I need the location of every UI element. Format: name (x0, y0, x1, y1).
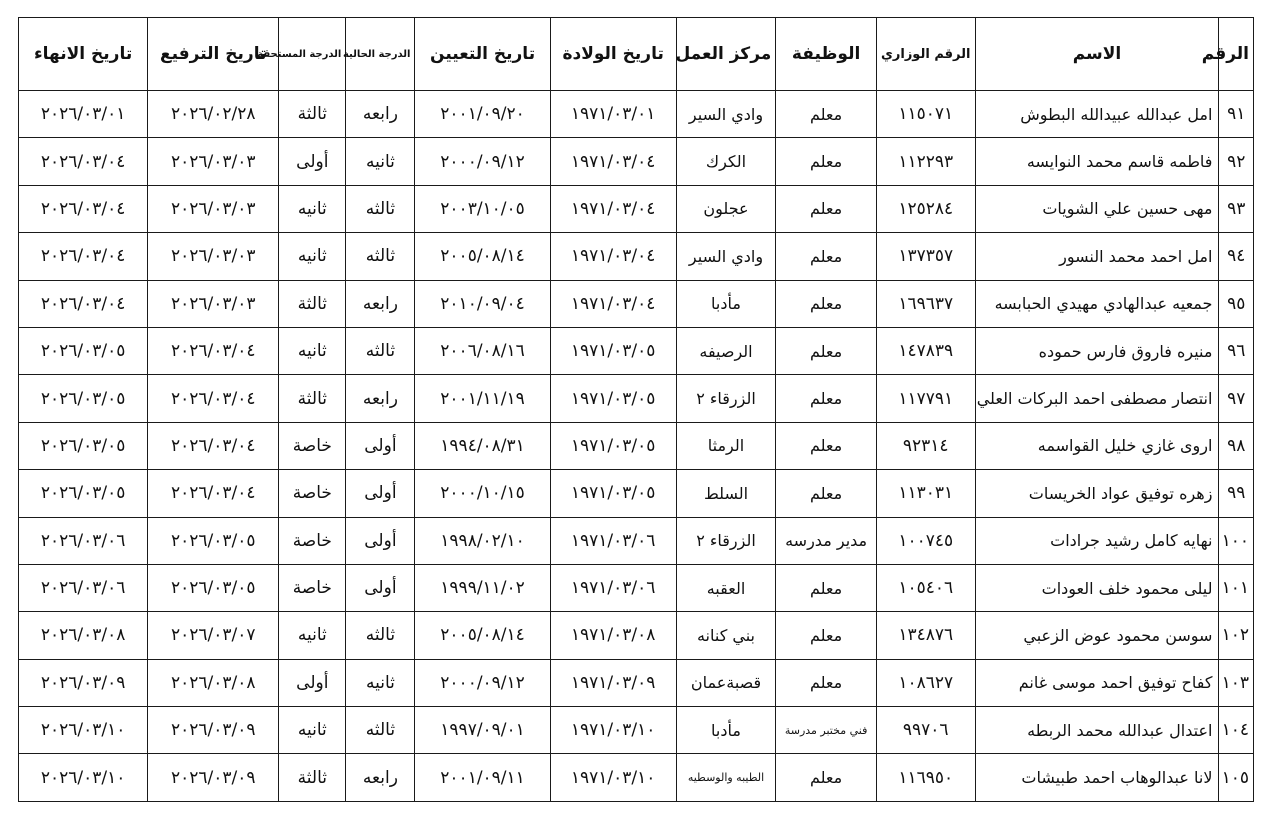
cell-name: سوسن محمود عوض الزعبي (975, 612, 1219, 659)
cell-current-grade: أولى (346, 422, 415, 469)
cell-workplace: مأدبا (676, 707, 776, 754)
table-row (19, 754, 1254, 802)
cell-due-grade: خاصة (279, 517, 346, 564)
cell-ministry-no: ٩٢٣١٤ (876, 422, 975, 469)
cell-appointment-date: ٢٠٠١/٠٩/٢٠ (415, 91, 550, 138)
cell-current-grade: ثانيه (346, 659, 415, 706)
cell-promotion-date: ٢٠٢٦/٠٣/٠٧ (148, 612, 279, 659)
cell-due-grade: ثالثة (279, 754, 346, 802)
cell-end-date: ٢٠٢٦/٠٣/٠٤ (19, 185, 148, 232)
cell-no: ٩٥ (1219, 280, 1254, 327)
cell-workplace: الرمثا (676, 422, 776, 469)
cell-workplace: السلط (676, 470, 776, 517)
cell-end-date: ٢٠٢٦/٠٣/٠٦ (19, 564, 148, 611)
cell-ministry-no: ١١٥٠٧١ (876, 91, 975, 138)
cell-no: ١٠٠ (1219, 517, 1254, 564)
cell-workplace: عجلون (676, 185, 776, 232)
table-row (19, 327, 1254, 374)
cell-name: اعتدال عبدالله محمد الربطه (975, 707, 1219, 754)
cell-name: زهره توفيق عواد الخريسات (975, 470, 1219, 517)
table-row (19, 517, 1254, 564)
cell-end-date: ٢٠٢٦/٠٣/٠٩ (19, 659, 148, 706)
cell-promotion-date: ٢٠٢٦/٠٣/٠٩ (148, 754, 279, 802)
cell-due-grade: خاصة (279, 470, 346, 517)
cell-current-grade: ثالثه (346, 185, 415, 232)
cell-name: جمعيه عبدالهادي مهيدي الحبابسه (975, 280, 1219, 327)
cell-appointment-date: ٢٠٠٠/٠٩/١٢ (415, 659, 550, 706)
cell-job: مدير مدرسه (776, 517, 877, 564)
cell-end-date: ٢٠٢٦/٠٣/٠٦ (19, 517, 148, 564)
cell-due-grade: ثالثة (279, 91, 346, 138)
cell-workplace: مأدبا (676, 280, 776, 327)
cell-ministry-no: ١٦٩٦٣٧ (876, 280, 975, 327)
cell-current-grade: ثالثه (346, 327, 415, 374)
cell-due-grade: ثانيه (279, 233, 346, 280)
cell-current-grade: أولى (346, 517, 415, 564)
cell-due-grade: ثانيه (279, 612, 346, 659)
cell-workplace: وادي السير (676, 233, 776, 280)
cell-birth-date: ١٩٧١/٠٣/٠١ (550, 91, 676, 138)
cell-due-grade: ثانيه (279, 707, 346, 754)
employees-table (18, 17, 1254, 802)
cell-appointment-date: ٢٠٠١/٠٩/١١ (415, 754, 550, 802)
cell-workplace: العقبه (676, 564, 776, 611)
header-current-grade: الدرجة الحالية (346, 18, 415, 91)
cell-birth-date: ١٩٧١/٠٣/٠٤ (550, 185, 676, 232)
cell-workplace: الزرقاء ٢ (676, 375, 776, 422)
cell-no: ٩٣ (1219, 185, 1254, 232)
cell-ministry-no: ١٤٧٨٣٩ (876, 327, 975, 374)
cell-no: ١٠٣ (1219, 659, 1254, 706)
cell-birth-date: ١٩٧١/٠٣/٠٩ (550, 659, 676, 706)
cell-appointment-date: ٢٠١٠/٠٩/٠٤ (415, 280, 550, 327)
cell-ministry-no: ١٠٨٦٢٧ (876, 659, 975, 706)
cell-due-grade: ثانيه (279, 185, 346, 232)
cell-job: معلم (776, 470, 877, 517)
cell-ministry-no: ١٢٥٢٨٤ (876, 185, 975, 232)
cell-current-grade: ثالثه (346, 707, 415, 754)
table-row (19, 185, 1254, 232)
cell-promotion-date: ٢٠٢٦/٠٣/٠٥ (148, 517, 279, 564)
table-row (19, 138, 1254, 185)
cell-job: معلم (776, 327, 877, 374)
cell-workplace: بني كنانه (676, 612, 776, 659)
cell-job: معلم (776, 375, 877, 422)
cell-promotion-date: ٢٠٢٦/٠٣/٠٣ (148, 185, 279, 232)
cell-name: مهى حسين علي الشويات (975, 185, 1219, 232)
cell-no: ١٠٥ (1219, 754, 1254, 802)
header-end-date: تاريخ الانهاء (19, 18, 148, 91)
cell-birth-date: ١٩٧١/٠٣/٠٤ (550, 138, 676, 185)
header-appointment-date: تاريخ التعيين (415, 18, 550, 91)
cell-appointment-date: ٢٠٠٠/٠٩/١٢ (415, 138, 550, 185)
cell-job: معلم (776, 612, 877, 659)
cell-appointment-date: ١٩٩٨/٠٢/١٠ (415, 517, 550, 564)
cell-workplace: قصبةعمان (676, 659, 776, 706)
cell-ministry-no: ١٠٠٧٤٥ (876, 517, 975, 564)
cell-current-grade: رابعه (346, 280, 415, 327)
cell-end-date: ٢٠٢٦/٠٣/٠١ (19, 91, 148, 138)
cell-workplace: الطيبه والوسطيه (676, 754, 776, 802)
cell-promotion-date: ٢٠٢٦/٠٣/٠٣ (148, 233, 279, 280)
header-birth-date: تاريخ الولادة (550, 18, 676, 91)
cell-job: معلم (776, 564, 877, 611)
cell-ministry-no: ٩٩٧٠٦ (876, 707, 975, 754)
cell-promotion-date: ٢٠٢٦/٠٣/٠٩ (148, 707, 279, 754)
cell-promotion-date: ٢٠٢٦/٠٣/٠٣ (148, 138, 279, 185)
cell-promotion-date: ٢٠٢٦/٠٣/٠٤ (148, 375, 279, 422)
cell-birth-date: ١٩٧١/٠٣/٠٥ (550, 470, 676, 517)
promotion-table-sheet (18, 17, 1254, 802)
cell-ministry-no: ١١٣٠٣١ (876, 470, 975, 517)
cell-due-grade: أولى (279, 138, 346, 185)
cell-end-date: ٢٠٢٦/٠٣/١٠ (19, 754, 148, 802)
cell-job: معلم (776, 422, 877, 469)
cell-name: فاطمه قاسم محمد النوايسه (975, 138, 1219, 185)
header-workplace: مركز العمل (676, 18, 776, 91)
cell-ministry-no: ١١٦٩٥٠ (876, 754, 975, 802)
cell-name: لانا عبدالوهاب احمد طبيشات (975, 754, 1219, 802)
header-ministry-no: الرقم الوزاري (876, 18, 975, 91)
cell-no: ١٠٢ (1219, 612, 1254, 659)
table-row (19, 233, 1254, 280)
table-row (19, 612, 1254, 659)
cell-no: ٩٧ (1219, 375, 1254, 422)
cell-current-grade: أولى (346, 470, 415, 517)
cell-current-grade: رابعه (346, 375, 415, 422)
cell-end-date: ٢٠٢٦/٠٣/٠٤ (19, 233, 148, 280)
cell-job: معلم (776, 91, 877, 138)
cell-appointment-date: ٢٠٠٥/٠٨/١٤ (415, 612, 550, 659)
table-row (19, 91, 1254, 138)
cell-birth-date: ١٩٧١/٠٣/٠٥ (550, 327, 676, 374)
cell-end-date: ٢٠٢٦/٠٣/٠٥ (19, 327, 148, 374)
table-row (19, 707, 1254, 754)
header-promotion-date: تاريخ الترفيع (148, 18, 279, 91)
cell-job: معلم (776, 185, 877, 232)
cell-current-grade: ثالثه (346, 612, 415, 659)
header-row (19, 18, 1254, 91)
cell-promotion-date: ٢٠٢٦/٠٢/٢٨ (148, 91, 279, 138)
cell-promotion-date: ٢٠٢٦/٠٣/٠٤ (148, 470, 279, 517)
cell-no: ٩٤ (1219, 233, 1254, 280)
cell-name: اروى غازي خليل القواسمه (975, 422, 1219, 469)
table-body (19, 91, 1254, 802)
table-row (19, 470, 1254, 517)
cell-no: ١٠١ (1219, 564, 1254, 611)
cell-appointment-date: ١٩٩٩/١١/٠٢ (415, 564, 550, 611)
cell-end-date: ٢٠٢٦/٠٣/١٠ (19, 707, 148, 754)
cell-birth-date: ١٩٧١/٠٣/٠٥ (550, 375, 676, 422)
cell-ministry-no: ١١٧٧٩١ (876, 375, 975, 422)
cell-job: فني مختبر مدرسة (776, 707, 877, 754)
cell-due-grade: خاصة (279, 422, 346, 469)
cell-appointment-date: ٢٠٠٣/١٠/٠٥ (415, 185, 550, 232)
cell-no: ٩٦ (1219, 327, 1254, 374)
cell-no: ١٠٤ (1219, 707, 1254, 754)
cell-birth-date: ١٩٧١/٠٣/١٠ (550, 707, 676, 754)
table-row (19, 659, 1254, 706)
cell-end-date: ٢٠٢٦/٠٣/٠٥ (19, 470, 148, 517)
cell-job: معلم (776, 659, 877, 706)
cell-birth-date: ١٩٧١/٠٣/٠٦ (550, 517, 676, 564)
cell-promotion-date: ٢٠٢٦/٠٣/٠٨ (148, 659, 279, 706)
header-job: الوظيفة (776, 18, 877, 91)
cell-birth-date: ١٩٧١/٠٣/١٠ (550, 754, 676, 802)
header-due-grade: الدرجة المستحقة (279, 18, 346, 91)
cell-birth-date: ١٩٧١/٠٣/٠٤ (550, 280, 676, 327)
cell-job: معلم (776, 754, 877, 802)
table-row (19, 375, 1254, 422)
cell-appointment-date: ٢٠٠٥/٠٨/١٤ (415, 233, 550, 280)
cell-appointment-date: ٢٠٠١/١١/١٩ (415, 375, 550, 422)
cell-job: معلم (776, 138, 877, 185)
cell-current-grade: أولى (346, 564, 415, 611)
cell-workplace: الكرك (676, 138, 776, 185)
cell-job: معلم (776, 280, 877, 327)
cell-job: معلم (776, 233, 877, 280)
cell-name: امل عبدالله عبيدالله البطوش (975, 91, 1219, 138)
cell-current-grade: رابعه (346, 91, 415, 138)
cell-name: منيره فاروق فارس حموده (975, 327, 1219, 374)
cell-appointment-date: ٢٠٠٦/٠٨/١٦ (415, 327, 550, 374)
cell-no: ٩٢ (1219, 138, 1254, 185)
cell-end-date: ٢٠٢٦/٠٣/٠٨ (19, 612, 148, 659)
cell-workplace: الرصيفه (676, 327, 776, 374)
cell-name: ليلى محمود خلف العودات (975, 564, 1219, 611)
cell-end-date: ٢٠٢٦/٠٣/٠٥ (19, 375, 148, 422)
cell-no: ٩١ (1219, 91, 1254, 138)
cell-due-grade: ثالثة (279, 375, 346, 422)
table-row (19, 422, 1254, 469)
header-name: الاسم (975, 18, 1219, 91)
cell-promotion-date: ٢٠٢٦/٠٣/٠٥ (148, 564, 279, 611)
table-row (19, 280, 1254, 327)
cell-due-grade: خاصة (279, 564, 346, 611)
table-row (19, 564, 1254, 611)
cell-current-grade: ثالثه (346, 233, 415, 280)
cell-birth-date: ١٩٧١/٠٣/٠٥ (550, 422, 676, 469)
cell-workplace: وادي السير (676, 91, 776, 138)
cell-name: امل احمد محمد النسور (975, 233, 1219, 280)
cell-birth-date: ١٩٧١/٠٣/٠٤ (550, 233, 676, 280)
cell-ministry-no: ١٣٧٣٥٧ (876, 233, 975, 280)
cell-promotion-date: ٢٠٢٦/٠٣/٠٤ (148, 327, 279, 374)
header-no: الرقم (1219, 18, 1254, 91)
cell-birth-date: ١٩٧١/٠٣/٠٨ (550, 612, 676, 659)
cell-no: ٩٨ (1219, 422, 1254, 469)
cell-workplace: الزرقاء ٢ (676, 517, 776, 564)
cell-ministry-no: ١١٢٢٩٣ (876, 138, 975, 185)
cell-appointment-date: ١٩٩٤/٠٨/٣١ (415, 422, 550, 469)
cell-name: انتصار مصطفى احمد البركات العلي (975, 375, 1219, 422)
cell-end-date: ٢٠٢٦/٠٣/٠٤ (19, 280, 148, 327)
cell-due-grade: ثانيه (279, 327, 346, 374)
cell-due-grade: ثالثة (279, 280, 346, 327)
cell-current-grade: ثانيه (346, 138, 415, 185)
cell-due-grade: أولى (279, 659, 346, 706)
cell-appointment-date: ١٩٩٧/٠٩/٠١ (415, 707, 550, 754)
cell-appointment-date: ٢٠٠٠/١٠/١٥ (415, 470, 550, 517)
cell-name: نهايه كامل رشيد جرادات (975, 517, 1219, 564)
cell-no: ٩٩ (1219, 470, 1254, 517)
cell-birth-date: ١٩٧١/٠٣/٠٦ (550, 564, 676, 611)
cell-current-grade: رابعه (346, 754, 415, 802)
cell-end-date: ٢٠٢٦/٠٣/٠٤ (19, 138, 148, 185)
cell-name: كفاح توفيق احمد موسى غانم (975, 659, 1219, 706)
cell-promotion-date: ٢٠٢٦/٠٣/٠٤ (148, 422, 279, 469)
cell-end-date: ٢٠٢٦/٠٣/٠٥ (19, 422, 148, 469)
cell-ministry-no: ١٣٤٨٧٦ (876, 612, 975, 659)
cell-promotion-date: ٢٠٢٦/٠٣/٠٣ (148, 280, 279, 327)
cell-ministry-no: ١٠٥٤٠٦ (876, 564, 975, 611)
